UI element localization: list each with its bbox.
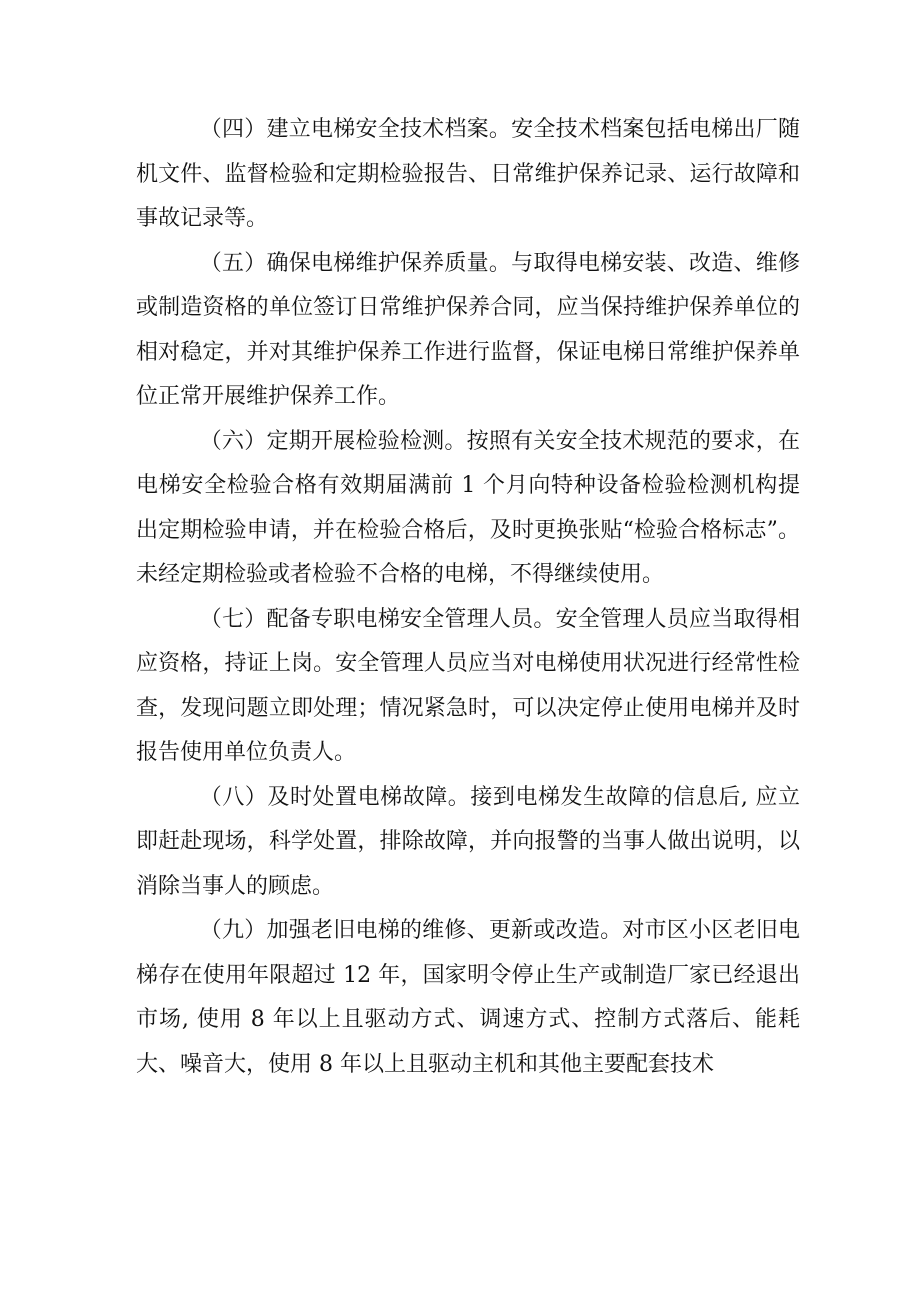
paragraph-5: （五）确保电梯维护保养质量。与取得电梯安装、改造、维修或制造资格的单位签订日常维护保养合同，应当保持维护保养单位的相对稳定，并对其维护保养工作进行监督，保证电梯日常维护保养单位正常开展维护保养工作。 [136,250,800,409]
paragraph-6: （六）定期开展检验检测。按照有关安全技术规范的要求，在电梯安全检验合格有效期届满前 1 个月向特种设备检验检测机构提出定期检验申请，并在检验合格后，及时更换张贴“检验合格标志”。未经定期检验或者检验不合格的电梯，不得继续使用。 [136,428,800,587]
paragraph-8: （八）及时处置电梯故障。接到电梯发生故障的信息后, 应立即赶赴现场，科学处置，排除故障，并向报警的当事人做出说明，以消除当事人的顾虑。 [136,784,800,899]
paragraph-4: （四）建立电梯安全技术档案。安全技术档案包括电梯出厂随机文件、监督检验和定期检验报告、日常维护保养记录、运行故障和事故记录等。 [136,117,800,231]
paragraph-9: （九）加强老旧电梯的维修、更新或改造。对市区小区老旧电梯存在使用年限超过 12 年，国家明令停止生产或制造厂家已经退出市场, 使用 8 年以上且驱动方式、调速方式、控制方式落后、能耗大、噪音大，使用 8 年以上且驱动主机和其他主要配套技术 [136,918,800,1077]
paragraph-7: （七）配备专职电梯安全管理人员。安全管理人员应当取得相应资格，持证上岗。安全管理人员应当对电梯使用状况进行经常性检查，发现问题立即处理；情况紧急时，可以决定停止使用电梯并及时报告使用单位负责人。 [136,606,800,765]
document-body [136,108,800,1087]
